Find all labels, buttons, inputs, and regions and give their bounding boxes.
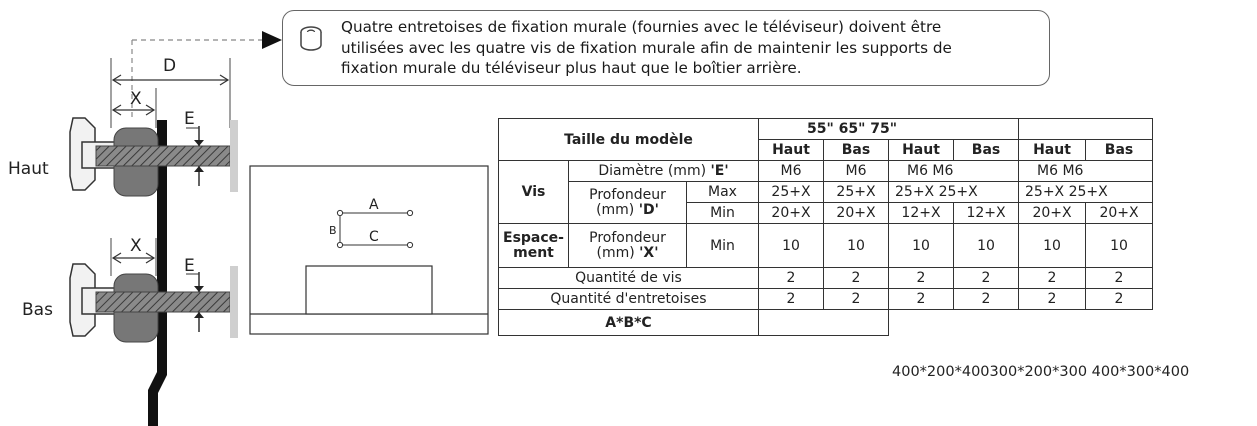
row-qte-vis: [499, 268, 1153, 289]
min-label-x: Min: [687, 224, 759, 268]
cell-max-1: 25+X: [824, 182, 889, 203]
diametre-text: Diamètre (mm): [598, 163, 707, 179]
spacer-icon: [297, 24, 325, 54]
note-text: [341, 17, 1035, 79]
row-diametre: [499, 161, 1153, 182]
cell-vis-1: 2: [824, 268, 889, 289]
diametre-label: [569, 161, 759, 182]
cell-min-3: 12+X: [954, 203, 1019, 224]
max-label: Max: [687, 182, 759, 203]
label-x-bottom: X: [130, 236, 142, 256]
cell-min-4: 20+X: [1019, 203, 1086, 224]
cell-min-5: 20+X: [1086, 203, 1153, 224]
cell-esp-5: 10: [1086, 224, 1153, 268]
col-haut-3: Haut: [1019, 140, 1086, 161]
label-a: A: [369, 197, 379, 213]
cell-vis-4: 2: [1019, 268, 1086, 289]
row-abc: [499, 310, 1153, 336]
label-d: D: [163, 56, 177, 76]
spec-table: [498, 118, 1153, 336]
cell-esp-3: 10: [954, 224, 1019, 268]
label-e-bottom: E: [184, 256, 195, 276]
label-x-top: X: [130, 89, 142, 109]
vis-label: Vis: [499, 161, 569, 224]
row-espacement: [499, 224, 1153, 268]
mm-d-text: (mm) 'D': [596, 201, 659, 218]
cell-diam-4: M6 M6: [1019, 161, 1153, 182]
min-label: Min: [687, 203, 759, 224]
col-haut-1: Haut: [759, 140, 824, 161]
label-b: B: [329, 224, 337, 237]
cell-min-2: 12+X: [889, 203, 954, 224]
bottom-mount-assembly: [70, 238, 238, 342]
cell-diam-0: M6: [759, 161, 824, 182]
row-qte-entretoises: [499, 289, 1153, 310]
cell-esp-1: 10: [824, 224, 889, 268]
profondeur-text: Profondeur: [589, 186, 666, 203]
cell-vis-2: 2: [889, 268, 954, 289]
cell-ent-5: 2: [1086, 289, 1153, 310]
col-bas-2: Bas: [954, 140, 1019, 161]
cell-esp-2: 10: [889, 224, 954, 268]
cell-vis-5: 2: [1086, 268, 1153, 289]
cell-ent-2: 2: [889, 289, 954, 310]
cell-ent-0: 2: [759, 289, 824, 310]
wall-spacer-note: [282, 10, 1050, 86]
abc-values: 400*200*400300*200*300 400*300*400: [892, 364, 1190, 380]
abc-values-cell: [889, 310, 1153, 336]
col-haut-2: Haut: [889, 140, 954, 161]
note-line-3: fixation murale du téléviseur plus haut que le boîtier arrière.: [341, 59, 802, 77]
cell-max-4: 25+X 25+X: [1019, 182, 1153, 203]
cell-ent-3: 2: [954, 289, 1019, 310]
header-row-models: [499, 119, 1153, 140]
espacement-label: Espace- ment: [499, 224, 569, 268]
note-line-1: Quatre entretoises de fixation murale (fournies avec le téléviseur) doivent être: [341, 18, 942, 36]
col-bas-1: Bas: [824, 140, 889, 161]
table-title: Taille du modèle: [499, 119, 759, 161]
cell-max-2: 25+X 25+X: [889, 182, 1019, 203]
models-header: 55" 65" 75": [759, 119, 1019, 140]
cell-esp-4: 10: [1019, 224, 1086, 268]
note-line-2: utilisées avec les quatre vis de fixation murale afin de maintenir les supports de: [341, 38, 952, 57]
cell-vis-0: 2: [759, 268, 824, 289]
cell-ent-1: 2: [824, 289, 889, 310]
profondeur-x-label: Profondeur (mm) 'X': [569, 224, 687, 268]
cell-diam-1: M6: [824, 161, 889, 182]
abc-label: A*B*C: [499, 310, 759, 336]
label-bas: Bas: [22, 300, 53, 320]
cell-vis-3: 2: [954, 268, 1019, 289]
cell-max-0: 25+X: [759, 182, 824, 203]
cell-ent-4: 2: [1019, 289, 1086, 310]
cell-diam-2: M6 M6: [889, 161, 1019, 182]
row-profondeur-max: [499, 182, 1153, 203]
label-c: C: [369, 229, 379, 245]
leader-line: [132, 31, 282, 120]
cell-min-1: 20+X: [824, 203, 889, 224]
cell-min-0: 20+X: [759, 203, 824, 224]
cell-esp-0: 10: [759, 224, 824, 268]
label-haut: Haut: [8, 159, 49, 179]
profondeur-d-label: [569, 182, 687, 224]
qte-entretoises-label: Quantité d'entretoises: [499, 289, 759, 310]
label-e-top: E: [184, 109, 195, 129]
e-code: 'E': [710, 163, 729, 179]
col-bas-3: Bas: [1086, 140, 1153, 161]
abc-empty: [759, 310, 889, 336]
tv-rear-figure: [250, 166, 488, 334]
qte-vis-label: Quantité de vis: [499, 268, 759, 289]
top-mount-assembly: [70, 88, 238, 196]
models-header-2: [1019, 119, 1153, 140]
